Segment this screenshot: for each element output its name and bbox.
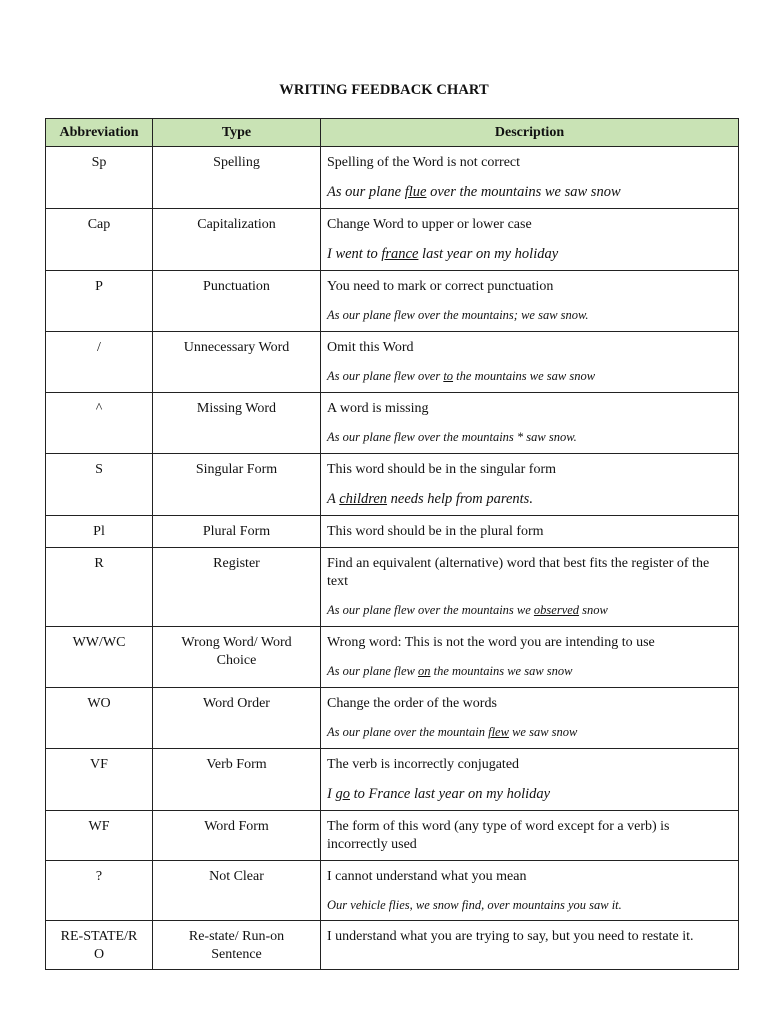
marked-word: children (339, 491, 388, 507)
cell-abbreviation: Sp (46, 147, 153, 209)
cell-description (321, 548, 739, 627)
description-text: A word is missing (327, 401, 429, 416)
example-sentence (327, 306, 732, 324)
cell-abbreviation: P (46, 271, 153, 332)
header-description: Description (321, 119, 739, 147)
table-row (46, 688, 739, 749)
example-text: needs help from parents. (387, 491, 533, 507)
table-row (46, 454, 739, 516)
table-body (46, 147, 739, 970)
cell-type: Verb Form (153, 749, 321, 811)
feedback-table (45, 118, 739, 970)
marked-word: france (381, 246, 419, 262)
marked-word: to (443, 369, 454, 383)
cell-type: Missing Word (153, 393, 321, 454)
cell-type: Word Form (153, 811, 321, 861)
cell-description (321, 749, 739, 811)
cell-abbreviation: WF (46, 811, 153, 861)
cell-description (321, 627, 739, 688)
cell-type: Punctuation (153, 271, 321, 332)
cell-description (321, 516, 739, 548)
cell-abbreviation: VF (46, 749, 153, 811)
cell-abbreviation: Pl (46, 516, 153, 548)
example-sentence (327, 785, 732, 803)
table-row (46, 548, 739, 627)
cell-description (321, 921, 739, 970)
cell-type: Singular Form (153, 454, 321, 516)
description-text: Change the order of the words (327, 696, 497, 711)
table-row (46, 921, 739, 970)
description-text: This word should be in the singular form (327, 462, 557, 477)
cell-type: Plural Form (153, 516, 321, 548)
cell-abbreviation: R (46, 548, 153, 627)
example-text: over the mountains we saw snow (426, 184, 621, 200)
example-text: As our plane flew over the mountains; we saw snow. (327, 308, 589, 322)
example-text: Our vehicle flies, we snow find, over mountains you saw it. (327, 898, 622, 912)
example-text: I (327, 786, 336, 802)
cell-type: Capitalization (153, 209, 321, 271)
cell-type: Re-state/ Run-on Sentence (153, 921, 321, 970)
cell-abbreviation: / (46, 332, 153, 393)
cell-description (321, 209, 739, 271)
cell-abbreviation: ? (46, 861, 153, 921)
example-sentence (327, 367, 732, 385)
cell-type: Spelling (153, 147, 321, 209)
example-text: we saw snow (508, 725, 578, 739)
example-text: A (327, 491, 340, 507)
cell-abbreviation: ^ (46, 393, 153, 454)
example-text: As our plane flew over the mountains * saw snow. (327, 430, 577, 444)
description-text: I cannot understand what you mean (327, 869, 527, 884)
example-sentence (327, 662, 732, 680)
example-sentence (327, 490, 732, 508)
table-row (46, 209, 739, 271)
example-text: As our plane flew over (327, 369, 444, 383)
cell-description (321, 271, 739, 332)
cell-abbreviation: Cap (46, 209, 153, 271)
table-row (46, 271, 739, 332)
example-text: to France last year on my holiday (349, 786, 551, 802)
cell-description (321, 147, 739, 209)
cell-abbreviation: WO (46, 688, 153, 749)
example-text: last year on my holiday (418, 246, 559, 262)
cell-abbreviation: WW/WC (46, 627, 153, 688)
description-text: The form of this word (any type of word except for a verb) is incorrectly used (327, 819, 670, 852)
marked-word: on (417, 664, 431, 678)
description-text: The verb is incorrectly conjugated (327, 757, 520, 772)
marked-word: go (335, 786, 350, 802)
description-text: This word should be in the plural form (327, 524, 544, 539)
header-abbreviation: Abbreviation (46, 119, 153, 147)
description-text: Omit this Word (327, 340, 414, 355)
chart-title: WRITING FEEDBACK CHART (279, 82, 489, 98)
header-type: Type (153, 119, 321, 147)
description-text: Wrong word: This is not the word you are intending to use (327, 635, 655, 650)
example-text: the mountains we saw snow (430, 664, 573, 678)
cell-abbreviation: RE-STATE/RO (46, 921, 153, 970)
description-text: I understand what you are trying to say, but you need to restate it. (327, 929, 694, 944)
example-text: As our plane flew (327, 664, 418, 678)
table-row (46, 749, 739, 811)
cell-abbreviation: S (46, 454, 153, 516)
cell-type: Not Clear (153, 861, 321, 921)
example-text: As our plane over the mountain (327, 725, 489, 739)
example-text: I went to (327, 246, 382, 262)
example-sentence (327, 183, 732, 201)
description-text: Spelling of the Word is not correct (327, 155, 521, 170)
cell-description (321, 393, 739, 454)
description-text: Find an equivalent (alternative) word that best fits the register of the text (327, 556, 710, 589)
table-row (46, 811, 739, 861)
cell-type: Word Order (153, 688, 321, 749)
cell-description (321, 688, 739, 749)
description-text: Change Word to upper or lower case (327, 217, 532, 232)
table-row (46, 332, 739, 393)
table-row (46, 147, 739, 209)
example-sentence (327, 428, 732, 446)
example-text: As our plane flew over the mountains we (327, 603, 534, 617)
description-text: You need to mark or correct punctuation (327, 279, 554, 294)
cell-description (321, 454, 739, 516)
marked-word: flew (488, 725, 509, 739)
cell-type: Wrong Word/ Word Choice (153, 627, 321, 688)
marked-word: observed (533, 603, 580, 617)
example-sentence (327, 245, 732, 263)
example-sentence (327, 723, 732, 741)
table-header-row (46, 119, 739, 147)
example-sentence (327, 896, 732, 914)
cell-description (321, 332, 739, 393)
cell-description (321, 861, 739, 921)
example-text: As our plane (327, 184, 405, 200)
cell-description (321, 811, 739, 861)
example-sentence (327, 601, 732, 619)
table-row (46, 516, 739, 548)
table-row (46, 393, 739, 454)
example-text: snow (579, 603, 608, 617)
example-text: the mountains we saw snow (453, 369, 596, 383)
cell-type: Unnecessary Word (153, 332, 321, 393)
marked-word: flue (404, 184, 427, 200)
table-row (46, 627, 739, 688)
table-row (46, 861, 739, 921)
cell-type: Register (153, 548, 321, 627)
